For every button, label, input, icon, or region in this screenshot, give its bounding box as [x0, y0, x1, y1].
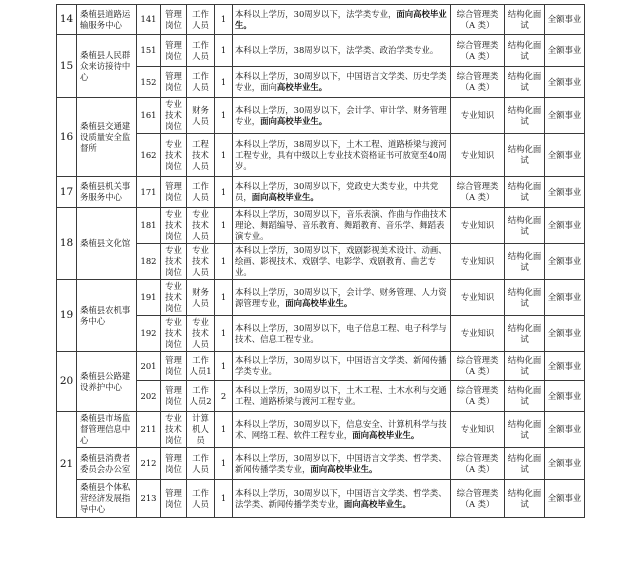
requirements-emphasis: 面向高校毕业生。 — [251, 192, 319, 202]
interview-type: 结构化面试 — [505, 244, 545, 280]
position-category: 专业技术岗位 — [161, 244, 187, 280]
position-requirements — [233, 244, 451, 280]
position-requirements — [233, 412, 451, 448]
exam-type: 专业知识 — [451, 316, 505, 352]
requirements-emphasis: 面向高校毕业生。 — [343, 498, 411, 509]
exam-type: 综合管理类（A 类） — [451, 381, 505, 412]
position-category: 专业技术岗位 — [161, 316, 187, 352]
position-category: 管理岗位 — [161, 448, 187, 480]
position-requirements — [233, 35, 451, 67]
table-row — [57, 412, 585, 448]
requirements-text: 本科以上学历，30周岁以下，会计学、审计学、财务管理专业， — [235, 104, 447, 126]
interview-type: 结构化面试 — [505, 35, 545, 67]
interview-type: 结构化面试 — [505, 177, 545, 208]
table-row — [57, 381, 585, 412]
requirements-text: 本科以上学历，30周岁以下，信息安全、计算机科学与技术、网络工程、软件工程专业， — [235, 418, 447, 440]
position-code: 211 — [137, 412, 161, 448]
requirements-text: 本科以上学历，30周岁以下，中国语言文学类、哲学类、法学类、新闻传播学类专业， — [235, 487, 447, 509]
position-count: 1 — [215, 35, 233, 67]
funding-nature: 全额事业 — [545, 134, 585, 177]
requirements-text: 本科以上学历，30周岁以下，土木工程、土木水利与交通工程、道路桥梁与渡河工程专业。 — [235, 385, 447, 406]
position-count: 1 — [215, 412, 233, 448]
sequence-number: 15 — [57, 35, 77, 98]
position-count: 1 — [215, 67, 233, 98]
requirements-text: 本科以上学历，30周岁以下，中国语言文学类、历史学类专业，面向 — [235, 71, 447, 92]
position-count: 1 — [215, 208, 233, 244]
position-requirements — [233, 98, 451, 134]
funding-nature: 全额事业 — [545, 316, 585, 352]
position-name: 财务人员 — [187, 98, 215, 134]
requirements-text: 本科以上学历，38周岁以下，法学类、政治学类专业。 — [235, 45, 439, 55]
position-code: 202 — [137, 381, 161, 412]
position-code: 192 — [137, 316, 161, 352]
interview-type: 结构化面试 — [505, 448, 545, 480]
interview-type: 结构化面试 — [505, 67, 545, 98]
exam-type: 专业知识 — [451, 412, 505, 448]
position-category: 专业技术岗位 — [161, 134, 187, 177]
position-code: 212 — [137, 448, 161, 480]
position-category: 管理岗位 — [161, 352, 187, 381]
position-requirements — [233, 280, 451, 316]
funding-nature: 全额事业 — [545, 177, 585, 208]
requirements-emphasis: 面向高校毕业生。 — [235, 8, 447, 30]
position-name: 工作人员2 — [187, 381, 215, 412]
recruiting-unit: 桑植县消费者委员会办公室 — [77, 448, 137, 480]
funding-nature: 全额事业 — [545, 448, 585, 480]
recruiting-unit: 桑植县个体私营经济发展指导中心 — [77, 480, 137, 518]
position-requirements — [233, 316, 451, 352]
funding-nature: 全额事业 — [545, 381, 585, 412]
position-requirements — [233, 381, 451, 412]
exam-type: 综合管理类（A 类） — [451, 35, 505, 67]
position-category: 专业技术岗位 — [161, 98, 187, 134]
interview-type: 结构化面试 — [505, 412, 545, 448]
funding-nature: 全额事业 — [545, 412, 585, 448]
position-category: 管理岗位 — [161, 177, 187, 208]
interview-type: 结构化面试 — [505, 480, 545, 518]
position-count: 1 — [215, 134, 233, 177]
sequence-number: 18 — [57, 208, 77, 280]
recruiting-unit: 桑植县农机事务中心 — [77, 280, 137, 352]
interview-type: 结构化面试 — [505, 134, 545, 177]
exam-type: 综合管理类（A 类） — [451, 448, 505, 480]
position-code: 151 — [137, 35, 161, 67]
recruiting-unit: 桑植县市场监督管理信息中心 — [77, 412, 137, 448]
requirements-emphasis: 面向高校毕业生。 — [310, 463, 378, 474]
sequence-number: 19 — [57, 280, 77, 352]
position-code: 141 — [137, 5, 161, 35]
interview-type: 结构化面试 — [505, 381, 545, 412]
recruiting-unit: 桑植县机关事务服务中心 — [77, 177, 137, 208]
requirements-emphasis: 面向高校毕业生。 — [352, 429, 420, 440]
exam-type: 综合管理类（A 类） — [451, 177, 505, 208]
position-count: 1 — [215, 5, 233, 35]
position-category: 管理岗位 — [161, 67, 187, 98]
requirements-text: 本科以上学历，30周岁以下，中国语言文学类、新闻传播学类专业。 — [235, 355, 447, 376]
position-category: 管理岗位 — [161, 35, 187, 67]
sequence-number: 17 — [57, 177, 77, 208]
position-requirements — [233, 208, 451, 244]
funding-nature: 全额事业 — [545, 5, 585, 35]
position-code: 201 — [137, 352, 161, 381]
position-name: 工作人员 — [187, 448, 215, 480]
position-code: 213 — [137, 480, 161, 518]
recruiting-unit: 桑植县道路运输服务中心 — [77, 5, 137, 35]
interview-type: 结构化面试 — [505, 5, 545, 35]
funding-nature: 全额事业 — [545, 98, 585, 134]
interview-type: 结构化面试 — [505, 280, 545, 316]
position-requirements — [233, 352, 451, 381]
position-count: 1 — [215, 177, 233, 208]
table-row — [57, 316, 585, 352]
position-name: 工作人员1 — [187, 352, 215, 381]
position-requirements — [233, 134, 451, 177]
sequence-number: 16 — [57, 98, 77, 177]
table-row — [57, 98, 585, 134]
position-requirements — [233, 67, 451, 98]
funding-nature: 全额事业 — [545, 480, 585, 518]
table-body — [57, 5, 585, 518]
position-count: 2 — [215, 381, 233, 412]
recruiting-unit: 桑植县人民群众来访接待中心 — [77, 35, 137, 98]
exam-type: 综合管理类（A 类） — [451, 67, 505, 98]
table-row — [57, 134, 585, 177]
position-count: 1 — [215, 244, 233, 280]
position-name: 工作人员 — [187, 5, 215, 35]
position-category: 专业技术岗位 — [161, 280, 187, 316]
exam-type: 专业知识 — [451, 244, 505, 280]
position-count: 1 — [215, 98, 233, 134]
table-row — [57, 177, 585, 208]
position-category: 专业技术岗位 — [161, 208, 187, 244]
position-code: 181 — [137, 208, 161, 244]
exam-type: 专业知识 — [451, 280, 505, 316]
position-name: 工作人员 — [187, 35, 215, 67]
table-row — [57, 208, 585, 244]
requirements-text: 本科以上学历，30周岁以下，法学类专业， — [235, 8, 397, 19]
requirements-emphasis: 面向高校毕业生。 — [260, 115, 328, 126]
position-requirements — [233, 5, 451, 35]
position-name: 专业技术人员 — [187, 208, 215, 244]
table-row — [57, 352, 585, 381]
position-name: 工作人员 — [187, 67, 215, 98]
interview-type: 结构化面试 — [505, 208, 545, 244]
interview-type: 结构化面试 — [505, 98, 545, 134]
requirements-text: 本科以上学历，38周岁以下，土木工程、道路桥梁与渡河工程专业，具有中级以上专业技术资格证书可放宽至40周岁。 — [235, 138, 447, 171]
position-category: 管理岗位 — [161, 5, 187, 35]
table-row — [57, 244, 585, 280]
position-name: 财务人员 — [187, 280, 215, 316]
position-name: 工程技术人员 — [187, 134, 215, 177]
funding-nature: 全额事业 — [545, 208, 585, 244]
position-name: 专业技术人员 — [187, 316, 215, 352]
funding-nature: 全额事业 — [545, 244, 585, 280]
recruitment-table-page — [56, 4, 585, 518]
position-code: 152 — [137, 67, 161, 98]
requirements-text: 本科以上学历，30周岁以下，戏剧影视美术设计、动画、绘画、影视技术、戏剧学、电影学、戏剧教育、曲艺专业。 — [235, 245, 447, 277]
table-row — [57, 448, 585, 480]
requirements-text: 本科以上学历，30周岁以下，电子信息工程、电子科学与技术、信息工程专业。 — [235, 322, 447, 344]
recruiting-unit: 桑植县公路建设养护中心 — [77, 352, 137, 412]
position-count: 1 — [215, 280, 233, 316]
requirements-text: 本科以上学历，30周岁以下，中国语言文学类、哲学类、新闻传播学类专业， — [235, 452, 447, 474]
position-name: 计算机人员 — [187, 412, 215, 448]
funding-nature: 全额事业 — [545, 280, 585, 316]
exam-type: 综合管理类（A 类） — [451, 352, 505, 381]
funding-nature: 全额事业 — [545, 35, 585, 67]
table-row — [57, 67, 585, 98]
position-category: 专业技术岗位 — [161, 412, 187, 448]
recruiting-unit: 桑植县文化馆 — [77, 208, 137, 280]
position-count: 1 — [215, 448, 233, 480]
requirements-emphasis: 高校毕业生。 — [276, 82, 328, 92]
interview-type: 结构化面试 — [505, 352, 545, 381]
exam-type: 综合管理类（A 类） — [451, 480, 505, 518]
exam-type: 综合管理类（A 类） — [451, 5, 505, 35]
position-code: 162 — [137, 134, 161, 177]
position-code: 191 — [137, 280, 161, 316]
position-code: 182 — [137, 244, 161, 280]
table-row — [57, 5, 585, 35]
position-count: 1 — [215, 480, 233, 518]
position-name: 工作人员 — [187, 480, 215, 518]
position-requirements — [233, 448, 451, 480]
table-row — [57, 480, 585, 518]
interview-type: 结构化面试 — [505, 316, 545, 352]
position-name: 工作人员 — [187, 177, 215, 208]
table-row — [57, 35, 585, 67]
position-requirements — [233, 177, 451, 208]
funding-nature: 全额事业 — [545, 67, 585, 98]
requirements-text: 本科以上学历，30周岁以下，会计学、财务管理、人力资源管理专业， — [235, 286, 447, 308]
recruitment-table — [56, 4, 585, 518]
funding-nature: 全额事业 — [545, 352, 585, 381]
position-count: 1 — [215, 352, 233, 381]
sequence-number: 20 — [57, 352, 77, 412]
exam-type: 专业知识 — [451, 98, 505, 134]
exam-type: 专业知识 — [451, 208, 505, 244]
position-category: 管理岗位 — [161, 480, 187, 518]
position-code: 171 — [137, 177, 161, 208]
position-count: 1 — [215, 316, 233, 352]
position-name: 专业技术人员 — [187, 244, 215, 280]
requirements-text: 本科以上学历，30周岁以下，音乐表演、作曲与作曲技术理论、舞蹈编导、音乐教育、舞蹈教育、音乐学、舞蹈表演专业。 — [235, 209, 447, 241]
recruiting-unit: 桑植县交通建设质量安全监督所 — [77, 98, 137, 177]
sequence-number: 21 — [57, 412, 77, 518]
exam-type: 专业知识 — [451, 134, 505, 177]
requirements-text: 本科以上学历，30周岁以下，党政史大类专业，中共党员， — [235, 181, 439, 202]
position-requirements — [233, 480, 451, 518]
position-code: 161 — [137, 98, 161, 134]
table-row — [57, 280, 585, 316]
position-category: 管理岗位 — [161, 381, 187, 412]
sequence-number: 14 — [57, 5, 77, 35]
requirements-emphasis: 面向高校毕业生。 — [285, 297, 353, 308]
